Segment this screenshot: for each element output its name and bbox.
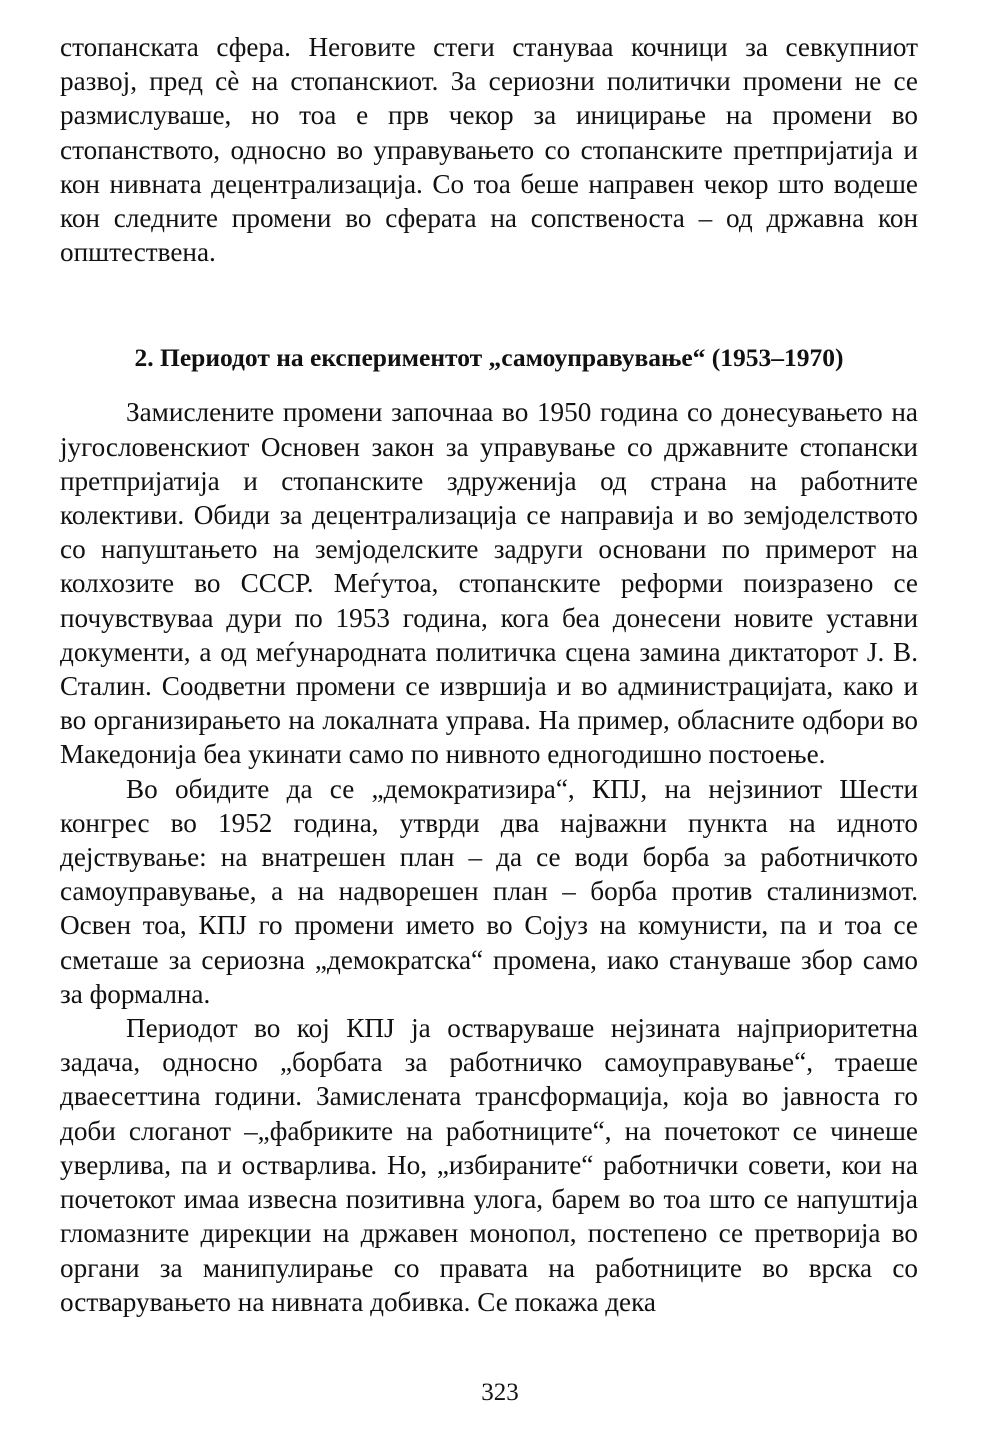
document-page <box>60 30 918 1319</box>
paragraph-sixth-congress: Во обидите да се „демократизира“, КПЈ, на нејзиниот Шести конгрес во 1952 година, утврди два најважни пункта на идното дејствување: на внатрешен план – да се води борба за работничкото самоуправување, а на надворешен план – борба против сталинизмот. Освен тоа, КПЈ го промени името во Сојуз на комунисти, па и тоа се сметаше за сериозна „демократска“ промена, иако стануваше збор само за формална. <box>60 773 918 1009</box>
paragraph-continuation: стопанската сфера. Неговите стеги стануваа кочници за севкупниот развој, пред сè на стопанскиот. За сериозни политички промени не се размислуваше, но тоа е прв чекор за иницирање на промени во стопанството, односно во управувањето со стопанските претпријатија и кон нивната децентрализација. Со тоа беше направен чекор што водеше кон следните промени во сферата на сопственоста – од државна кон општествена. <box>60 32 918 268</box>
section-heading: 2. Периодот на експериментот „самоуправување“ (1953–1970) <box>134 343 844 373</box>
paragraph-self-management-period: Периодот во кој КПЈ ја остваруваше нејзината најприоритетна задача, односно „борбата за работничко самоуправување“, траеше дваесеттина години. Замислената трансформација, која во јавноста го доби слоганот –„фабриките на работниците“, на почетокот се чинеше уверлива, па и остварлива. Но, „избираните“ работнички совети, кои на почетокот имаа извесна позитивна улога, барем во тоа што се напуштија гломазните дирекции на државен монопол, постепено се претворија во органи за манипулирање со правата на работниците во врска со остварувањето на нивната добивка. Се покажа дека <box>60 1013 918 1317</box>
page-number: 323 <box>481 1379 519 1406</box>
paragraph-reforms-1950: Замислените промени започнаа во 1950 година со донесувањето на југословенскиот Основен закон за управување со државните стопански претпријатија и стопанските здруженија од страна на работните колективи. Обиди за децентрализација се направија и во земјоделството со напуштањето на земјоделските задруги основани по примерот на колхозите во СССР. Меѓутоа, стопанските реформи поизразено се почувствуваа дури по 1953 година, кога беа донесени новите уставни документи, а од меѓународната политичка сцена замина диктаторот Ј. В. Сталин. Соодветни промени се извршија и во администрацијата, како и во организирањето на локалната управа. На пример, обласните одбори во Македонија беа укинати само по нивното едногодишно постоење. <box>60 397 918 770</box>
